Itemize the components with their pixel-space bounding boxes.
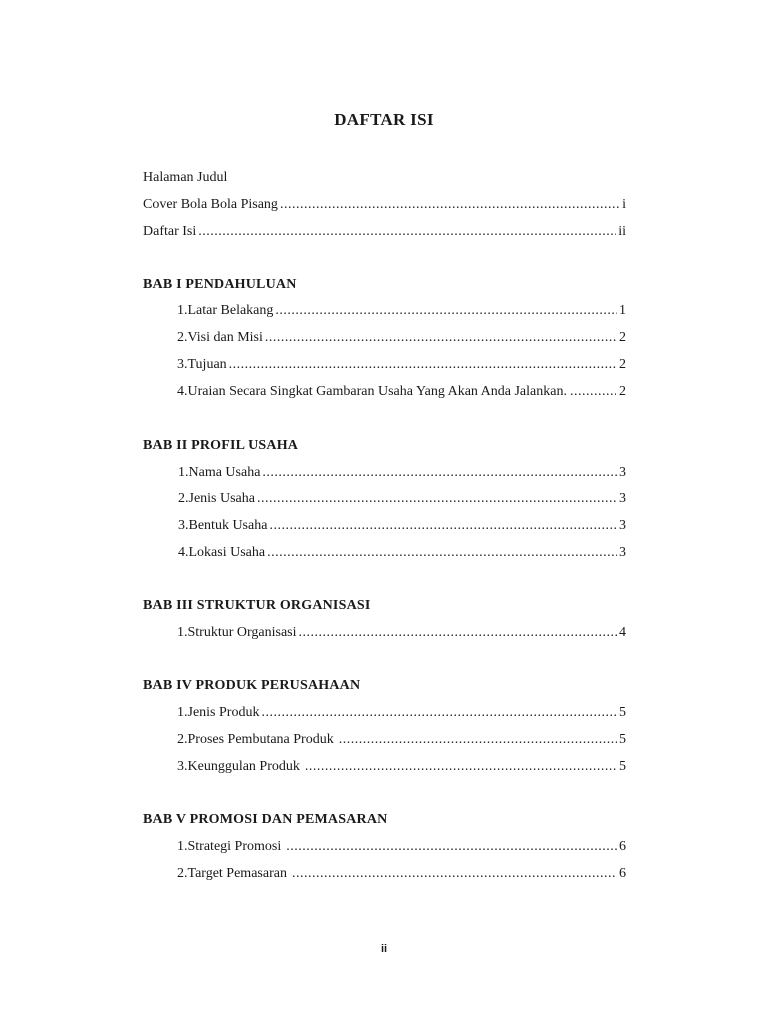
toc-entry-text: Latar Belakang <box>187 303 274 318</box>
toc-leader-dots <box>269 517 617 535</box>
toc-entry-text: Halaman Judul <box>143 170 228 185</box>
toc-entry-text: Jenis Produk <box>187 705 260 720</box>
toc-entry-cover <box>143 196 626 214</box>
toc-leader-dots <box>292 865 617 883</box>
toc-entry-text: Target Pemasaran <box>187 866 287 881</box>
toc-entry-text: Struktur Organisasi <box>187 625 297 640</box>
toc-entry-page: 5 <box>619 759 626 774</box>
toc-entry-text: Visi dan Misi <box>187 330 263 345</box>
toc-entry-text: Tujuan <box>187 357 227 372</box>
toc-entry-number: 3. <box>178 518 189 533</box>
toc-entry <box>177 329 626 347</box>
toc-entry <box>178 517 626 535</box>
toc-entry <box>177 383 626 401</box>
toc-entry-text: Jenis Usaha <box>188 491 255 506</box>
toc-entry-halaman-judul <box>143 169 227 187</box>
toc-entry-page: i <box>622 197 626 212</box>
toc-entry-page: 3 <box>619 491 626 506</box>
toc-entry-text: Proses Pembutana Produk <box>187 732 334 747</box>
toc-entry-number: 1. <box>177 705 188 720</box>
toc-entry-text: Cover Bola Bola Pisang <box>143 197 278 212</box>
toc-entry-page: 3 <box>619 465 626 480</box>
toc-entry <box>177 302 626 320</box>
toc-leader-dots <box>275 302 617 320</box>
toc-entry-number: 4. <box>178 545 189 560</box>
toc-entry-text: Lokasi Usaha <box>188 545 266 560</box>
page-title: DAFTAR ISI <box>334 110 434 129</box>
toc-entry-page: 2 <box>619 330 626 345</box>
chapter-heading: BAB V PROMOSI DAN PEMASARAN <box>143 812 388 827</box>
toc-entry-page: 6 <box>619 866 626 881</box>
toc-entry-page: 5 <box>619 705 626 720</box>
toc-leader-dots <box>280 196 620 214</box>
toc-entry-number: 4. <box>177 384 188 399</box>
toc-entry <box>177 624 626 642</box>
toc-entry-text: Uraian Secara Singkat Gambaran Usaha Yang Akan Anda Jalankan. <box>187 384 567 399</box>
toc-entry-page: 2 <box>619 384 626 399</box>
toc-entry <box>178 490 626 508</box>
toc-entry <box>177 758 626 776</box>
toc-entry-daftar-isi <box>143 223 626 241</box>
toc-entry-number: 1. <box>177 839 188 854</box>
toc-entry-page: ii <box>618 224 626 239</box>
toc-leader-dots <box>262 464 617 482</box>
toc-entry-number: 1. <box>177 625 188 640</box>
toc-entry-page: 3 <box>619 518 626 533</box>
chapter-heading: BAB IV PRODUK PERUSAHAAN <box>143 678 361 693</box>
toc-entry-text: Daftar Isi <box>143 224 197 239</box>
toc-leader-dots <box>299 624 617 642</box>
toc-leader-dots <box>257 490 617 508</box>
toc-entry-number: 3. <box>177 759 188 774</box>
toc-leader-dots <box>339 731 617 749</box>
toc-entry-number: 3. <box>177 357 188 372</box>
toc-leader-dots <box>229 356 617 374</box>
toc-entry-number: 1. <box>178 465 189 480</box>
toc-entry <box>177 704 626 722</box>
toc-leader-dots <box>305 758 617 776</box>
toc-entry-number: 2. <box>178 491 189 506</box>
toc-entry-number: 2. <box>177 866 188 881</box>
toc-leader-dots <box>267 544 617 562</box>
chapter-heading: BAB II PROFIL USAHA <box>143 438 299 453</box>
toc-leader-dots <box>198 223 616 241</box>
toc-entry-page: 1 <box>619 303 626 318</box>
toc-entry-page: 3 <box>619 545 626 560</box>
toc-leader-dots <box>570 383 616 401</box>
toc-entry <box>178 464 626 482</box>
toc-entry-number: 1. <box>177 303 188 318</box>
toc-entry-page: 5 <box>619 732 626 747</box>
toc-leader-dots <box>265 329 617 347</box>
toc-entry-text: Strategi Promosi <box>187 839 282 854</box>
toc-leader-dots <box>261 704 617 722</box>
toc-entry-page: 2 <box>619 357 626 372</box>
toc-entry-number: 2. <box>177 330 188 345</box>
toc-leader-dots <box>286 838 617 856</box>
toc-entry <box>178 544 626 562</box>
toc-entry-number: 2. <box>177 732 188 747</box>
chapter-heading: BAB III STRUKTUR ORGANISASI <box>143 598 371 613</box>
toc-entry <box>177 838 626 856</box>
toc-entry-text: Bentuk Usaha <box>188 518 268 533</box>
toc-entry-page: 6 <box>619 839 626 854</box>
footer-page-number: ii <box>380 943 388 955</box>
toc-entry-page: 4 <box>619 625 626 640</box>
toc-entry-text: Nama Usaha <box>188 465 261 480</box>
toc-entry <box>177 865 626 883</box>
toc-entry <box>177 731 626 749</box>
chapter-heading: BAB I PENDAHULUAN <box>143 277 297 292</box>
toc-entry-text: Keunggulan Produk <box>187 759 300 774</box>
toc-entry <box>177 356 626 374</box>
